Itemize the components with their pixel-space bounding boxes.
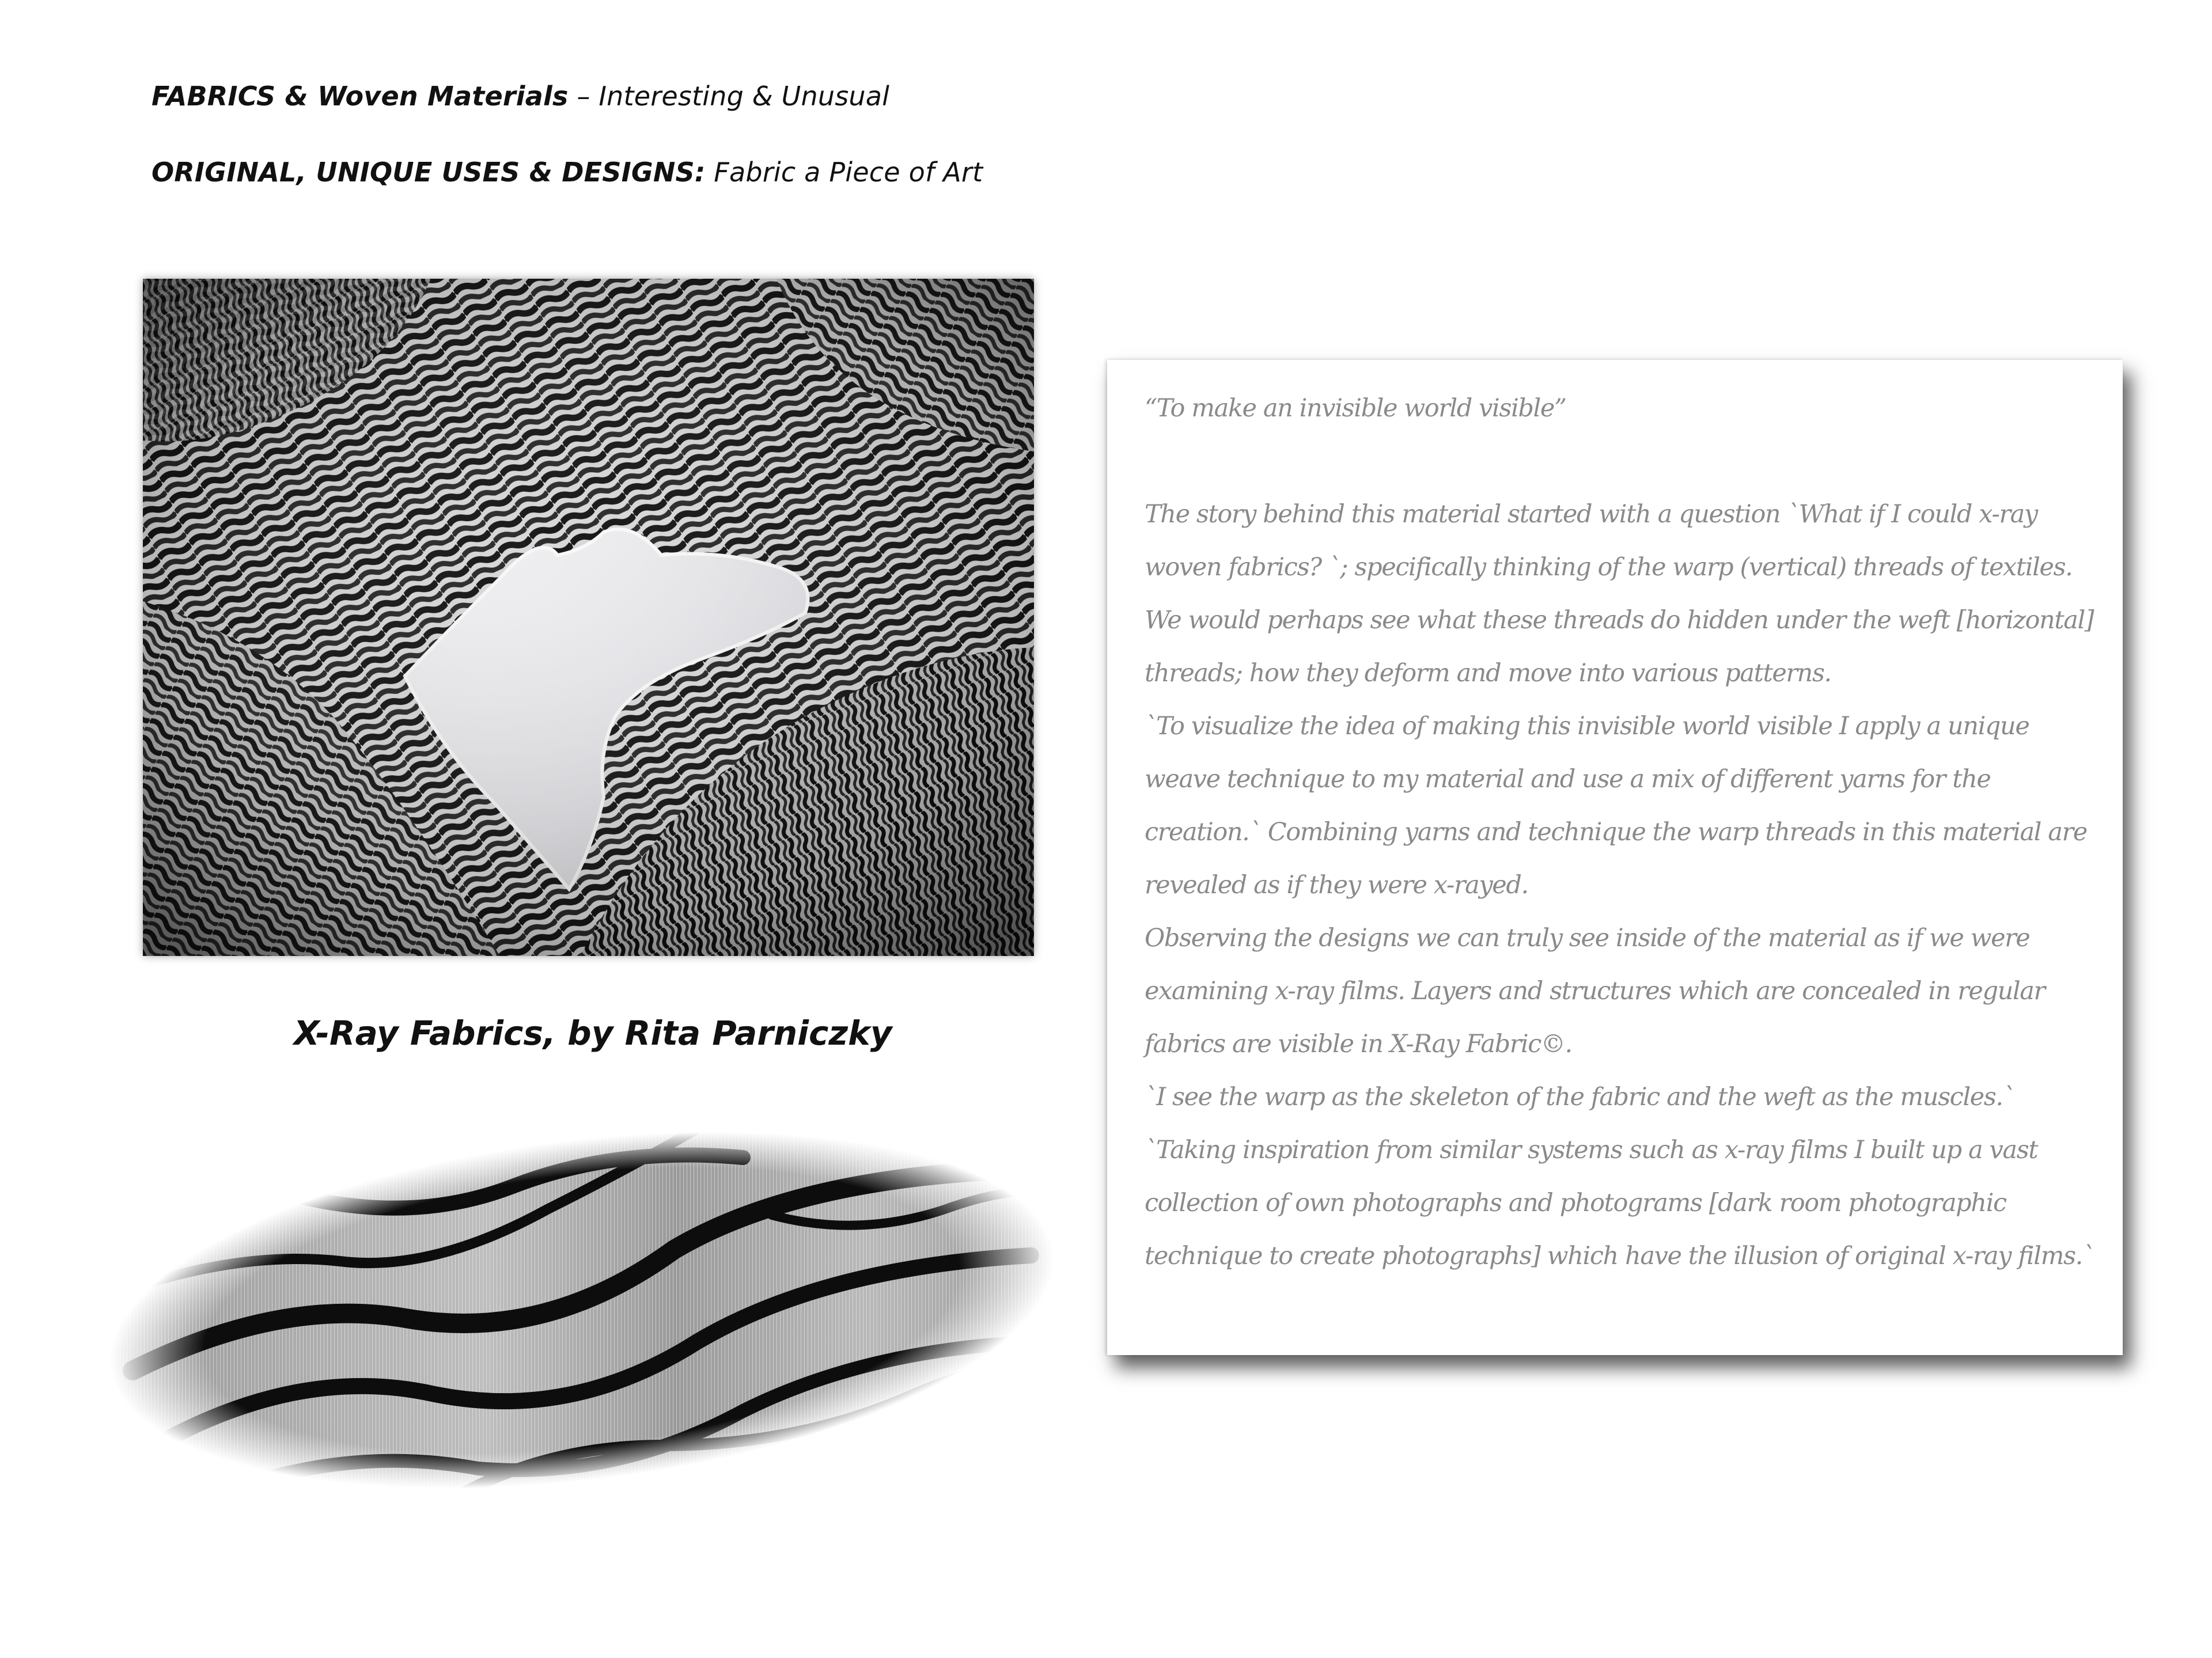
description-text-card <box>1107 360 2123 1355</box>
photo-caption: X-Ray Fabrics, by Rita Parniczky <box>294 1014 892 1053</box>
heading-1-rest: – Interesting & Unusual <box>568 81 890 112</box>
paragraph-inspiration: `Taking inspiration from similar systems such as x-ray films I built up a vast collection of own photographs and photograms [dark room photographic technique to create photographs] which have the illusion of original x-ray films.` <box>1145 1136 2094 1270</box>
page-subheading-uses <box>151 157 983 188</box>
xray-fabric-main-photo-image <box>143 279 1034 956</box>
paragraph-skeleton: `I see the warp as the skeleton of the fabric and the weft as the muscles.` <box>1145 1083 2014 1111</box>
paragraph-story: The story behind this material started with a question `What if I could x-ray woven fabrics? `; specifically thinking of the warp (vertical) threads of textiles. We would perhaps see what these threads do hidden under the weft [horizontal] threads; how they deform and move into various patterns. <box>1145 500 2094 688</box>
heading-1-strong: FABRICS & Woven Materials <box>151 81 569 112</box>
xray-fabric-detail-oval-photo <box>109 1123 1054 1497</box>
paragraph-technique: `To visualize the idea of making this invisible world visible I apply a unique weave technique to my material and use a mix of different yarns for the creation.` Combining yarns and technique the warp threads in this material are revealed as if they were x-rayed. <box>1145 712 2087 900</box>
heading-2-rest: Fabric a Piece of Art <box>705 157 983 188</box>
page-heading-fabrics <box>151 81 889 112</box>
xray-fabric-main-photo <box>143 279 1034 956</box>
paragraph-observing: Observing the designs we can truly see inside of the material as if we were examining x-ray films. Layers and structures which are concealed in regular fabrics are visible in X-Ray Fabric©. <box>1145 924 2045 1058</box>
xray-fabric-detail-oval-image <box>109 1123 1054 1497</box>
heading-2-strong: ORIGINAL, UNIQUE USES & DESIGNS: <box>151 157 706 188</box>
quote-heading: “To make an invisible world visible” <box>1145 394 1566 423</box>
